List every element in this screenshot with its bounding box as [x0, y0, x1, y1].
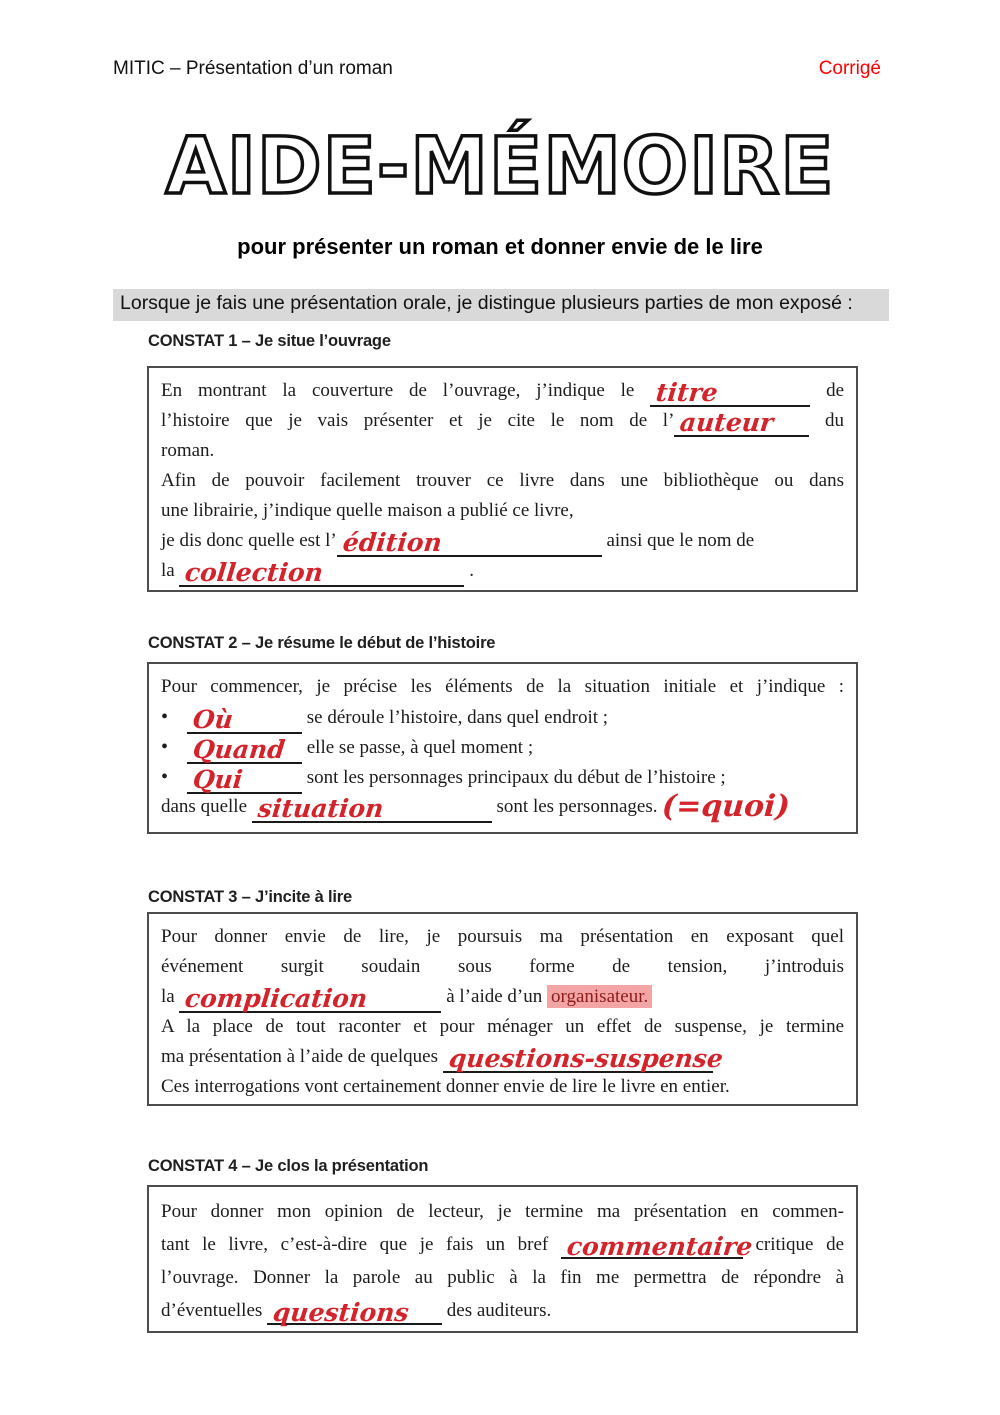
main-title: AIDE-MÉMOIRE: [165, 122, 835, 212]
constat3-heading: CONSTAT 3 – J’incite à lire: [148, 888, 352, 906]
constat4-line4-text: d’éventuelles: [161, 1300, 263, 1321]
constat3-line5-text: ma présentation à l’aide de quelques: [161, 1046, 438, 1067]
constat1-line2-text: l’histoire que je vais présenter et je cite le nom de l’: [161, 410, 675, 431]
answer-questions-suspense: questions-suspense: [447, 1044, 725, 1073]
answer-titre: titre: [654, 378, 720, 407]
constat1-line1: [161, 376, 844, 406]
constat1-line1-end: de: [826, 380, 845, 401]
constat1-line7-text: la: [161, 560, 175, 581]
constat3-line5: [161, 1042, 844, 1072]
constat1-line7: [161, 556, 844, 586]
page-header: [113, 58, 881, 80]
answer-edition: édition: [341, 528, 444, 557]
highlight-organisateur: organisateur.: [547, 985, 652, 1008]
answer-commentaire: commentaire: [565, 1232, 754, 1261]
subtitle: pour présenter un roman et donner envie de le lire: [237, 234, 763, 259]
header-course-label: MITIC – Présentation d’un roman: [113, 58, 393, 79]
constat3-box: [147, 912, 858, 1106]
constat3-line2: événement surgit soudain sous forme de tension, j’introduis: [161, 956, 844, 977]
constat1-line6-text: je dis donc quelle est l’: [161, 530, 337, 551]
constat3-line3: [161, 982, 844, 1012]
blank-complication: [179, 984, 441, 1013]
blank-situation: [252, 794, 492, 823]
blank-commentaire: [561, 1232, 754, 1261]
answer-complication: complication: [183, 984, 370, 1013]
constat2-bullet3-text: sont les personnages principaux du début de l’histoire ;: [306, 767, 726, 788]
blank-collection: [179, 558, 464, 587]
bullet-icon: •: [161, 766, 169, 788]
bullet-icon: •: [161, 736, 169, 758]
constat1-line1-text: En montrant la couverture de l’ouvrage, j’indique le: [161, 380, 635, 401]
constat3-line3-mid: à l’aide d’un: [446, 986, 543, 1007]
intro-banner: Lorsque je fais une présentation orale, je distingue plusieurs parties de mon exposé :: [113, 289, 889, 321]
constat3-line1: Pour donner envie de lire, je poursuis ma présentation en exposant quel: [161, 926, 844, 947]
constat2-bullet2-text: elle se passe, à quel moment ;: [306, 737, 534, 758]
constat3-line3-text: la: [161, 986, 175, 1007]
constat4-line3: l’ouvrage. Donner la parole au public à la fin me permettra de répondre à: [161, 1267, 844, 1288]
corrige-label: Corrigé: [818, 58, 881, 79]
constat1-heading: CONSTAT 1 – Je situe l’ouvrage: [148, 332, 391, 350]
constat4-line2-text: tant le livre, c’est-à-dire que je fais un bref: [161, 1234, 549, 1255]
constat1-line2: [161, 406, 844, 436]
answer-quand: Quand: [191, 735, 287, 764]
constat1-line3: roman.: [161, 440, 215, 461]
constat2-bullet1-text: se déroule l’histoire, dans quel endroit ;: [306, 707, 609, 728]
blank-questions-suspense: [443, 1044, 725, 1073]
constat3-line6: Ces interrogations vont certainement donner envie de lire le livre en entier.: [161, 1076, 730, 1097]
constat2-line5-text: dans quelle: [161, 796, 248, 817]
blank-qui: [187, 765, 302, 794]
answer-collection: collection: [183, 558, 325, 587]
blank-titre: [650, 378, 810, 407]
constat3-line4: A la place de tout raconter et pour ménager un effet de suspense, je termine: [161, 1016, 844, 1037]
constat2-bullet2: [161, 732, 844, 762]
constat2-box: [147, 662, 858, 834]
bullet-icon: •: [161, 706, 169, 728]
blank-ou: [187, 705, 302, 734]
constat4-box: [147, 1185, 858, 1333]
constat2-intro: Pour commencer, je précise les éléments de la situation initiale et j’indique :: [161, 676, 844, 697]
constat2-line5: [161, 789, 844, 824]
constat4-line1: Pour donner mon opinion de lecteur, je termine ma présentation en commen-: [161, 1201, 844, 1222]
constat1-line2-end: du: [825, 410, 845, 431]
answer-qui: Qui: [191, 765, 245, 794]
blank-edition: [337, 528, 602, 557]
constat4-line4: [161, 1294, 844, 1327]
blank-auteur: [674, 408, 809, 437]
constat4-line2: [161, 1228, 844, 1261]
constat1-line7-end: .: [469, 560, 474, 581]
answer-ou: Où: [191, 705, 235, 734]
constat1-line5: une librairie, j’indique quelle maison a publié ce livre,: [161, 500, 574, 521]
constat2-line5-end: sont les personnages.: [496, 796, 658, 817]
annotation-quoi: (=quoi): [661, 789, 792, 824]
constat1-line6-end: ainsi que le nom de: [606, 530, 755, 551]
constat4-heading: CONSTAT 4 – Je clos la présentation: [148, 1157, 429, 1175]
constat2-heading: CONSTAT 2 – Je résume le début de l’histoire: [148, 634, 496, 652]
constat2-bullet3: [161, 762, 844, 792]
blank-questions: [267, 1299, 442, 1325]
answer-questions: questions: [271, 1298, 411, 1327]
constat1-box: [147, 366, 858, 592]
constat2-bullet1: [161, 702, 844, 732]
answer-situation: situation: [256, 794, 385, 823]
constat4-line4-end: des auditeurs.: [446, 1300, 552, 1321]
constat1-line4: Afin de pouvoir facilement trouver ce livre dans une bibliothèque ou dans: [161, 470, 844, 491]
blank-quand: [187, 735, 302, 764]
constat1-line6: [161, 526, 844, 556]
constat4-line2-end: critique de: [755, 1234, 845, 1255]
answer-auteur: auteur: [678, 408, 776, 437]
